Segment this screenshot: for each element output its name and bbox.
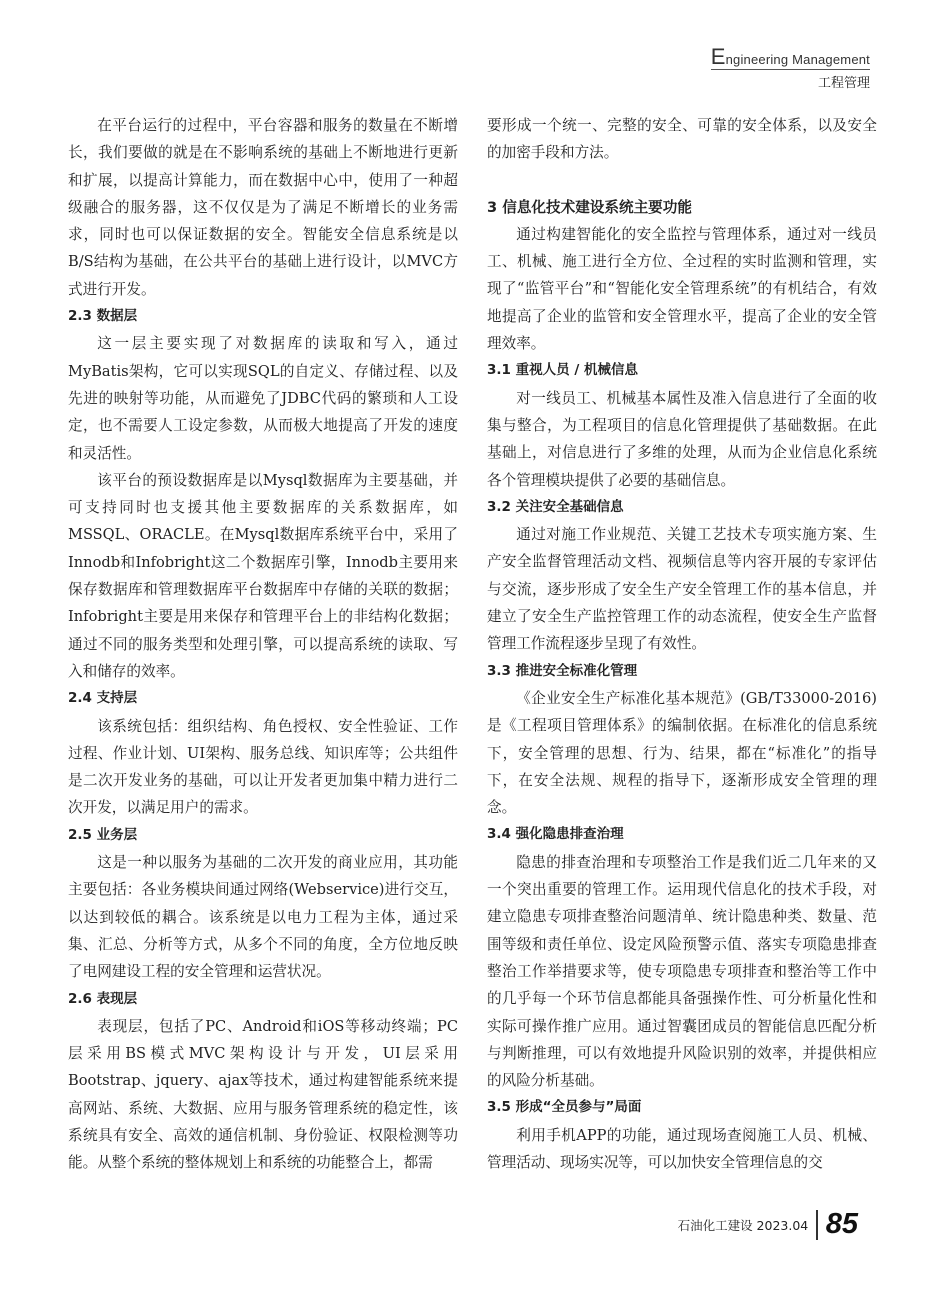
paragraph: 通过对施工作业规范、关键工艺技术专项实施方案、生产安全监督管理活动文档、视频信息等内容开展的专家评估与交流，逐步形成了安全生产安全管理工作的基本信息，并建立了安全生产监控管理工作的动态流程，使安全生产监督管理工作流程逐步呈现了有效性。 — [487, 526, 877, 653]
section-heading: 2.5 业务层 — [68, 826, 138, 843]
paragraph: 通过构建智能化的安全监控与管理体系，通过对一线员工、机械、施工进行全方位、全过程的实时监测和管理，实现了“监管平台”和“智能化安全管理系统”的有机结合，有效地提高了企业的监管和安全管理水平，提高了企业的安全管理效率。 — [487, 225, 877, 353]
chapter-heading: 3 信息化技术建设系统主要功能 — [487, 198, 692, 216]
page-number: 85 — [825, 1208, 858, 1240]
paragraph: 对一线员工、机械基本属性及准入信息进行了全面的收集与整合，为工程项目的信息化管理提供了基础数据。在此基础上，对信息进行了多维的处理，从而为企业信息化系统各个管理模块提供了必要的基础信息。 — [487, 389, 877, 489]
right-column — [487, 112, 877, 1176]
section-heading: 3.3 推进安全标准化管理 — [487, 662, 638, 679]
paragraph: 利用手机APP的功能，通过现场查阅施工人员、机械、管理活动、现场实况等，可以加快安全管理信息的交 — [487, 1126, 877, 1171]
section-heading: 2.4 支持层 — [68, 690, 138, 707]
paragraph: 该系统包括：组织结构、角色授权、安全性验证、工作过程、作业计划、UI架构、服务总线、知识库等；公共组件是二次开发业务的基础，可以让开发者更加集中精力进行二次开发，以满足用户的需求。 — [68, 717, 458, 817]
header-english-rest: ngineering Management — [725, 52, 870, 67]
paragraph: 要形成一个统一、完整的安全、可靠的安全体系，以及安全的加密手段和方法。 — [487, 117, 877, 162]
paragraph: 这一层主要实现了对数据库的读取和写入，通过MyBatis架构，它可以实现SQL的自定义、存储过程、以及先进的映射等功能，从而避免了JDBC代码的繁琐和人工设定，也不需要人工设定参数，从而极大地提高了开发的速度和灵活性。 — [68, 335, 458, 462]
paragraph: 隐患的排查治理和专项整治工作是我们近二几年来的又一个突出重要的管理工作。运用现代信息化的技术手段，对建立隐患专项排查整治问题清单、统计隐患种类、数量、范围等级和责任单位、设定风险预警示值、落实专项隐患排查整治工作举措要求等，使专项隐患专项排查和整治等工作中的几乎每一个环节信息都能具备强操作性、可分析量化性和实际可操作推广应用。通过智囊团成员的智能信息匹配分析与判断推理，可以有效地提升风险识别的效率，并提供相应的风险分析基础。 — [487, 853, 877, 1090]
section-heading: 2.6 表现层 — [68, 990, 138, 1007]
header-english — [711, 46, 870, 70]
section-heading: 3.2 关注安全基础信息 — [487, 498, 624, 515]
section-heading: 2.3 数据层 — [68, 308, 138, 325]
paragraph: 这是一种以服务为基础的二次开发的商业应用，其功能主要包括：各业务模块间通过网络(Webservice)进行交互，以达到较低的耦合。该系统是以电力工程为主体，通过采集、汇总、分析等方式，从多个不同的角度，全方位地反映了电网建设工程的安全管理和运营状况。 — [68, 854, 458, 981]
paragraph: 《企业安全生产标准化基本规范》(GB/T33000-2016)是《工程项目管理体系》的编制依据。在标准化的信息系统下，安全管理的思想、行为、结果，都在“标准化”的指导下，在安全法规、规程的指导下，逐渐形成安全管理的理念。 — [487, 689, 877, 817]
paragraph: 表现层，包括了PC、Android和iOS等移动终端；PC层采用BS模式MVC架构设计与开发，UI层采用Bootstrap、jquery、ajax等技术，通过构建智能系统来提高网站、系统、大数据、应用与服务管理系统的稳定性，该系统具有安全、高效的通信机制、身份验证、权限检测等功能。从整个系统的整体规划上和系统的功能整合上，都需 — [68, 1017, 458, 1172]
journal-name: 石油化工建设 2023.04 — [677, 1217, 809, 1233]
running-header — [711, 46, 870, 91]
section-heading: 3.1 重视人员 / 机械信息 — [487, 362, 638, 379]
page-footer — [678, 1208, 858, 1241]
header-chinese: 工程管理 — [817, 76, 870, 91]
left-column — [68, 112, 458, 1177]
paragraph: 该平台的预设数据库是以Mysql数据库为主要基础，并可支持同时也支援其他主要数据库的关系数据库，如MSSQL、ORACLE。在Mysql数据库系统平台中，采用了Innodb和Infobright这二个数据库引擎，Innodb主要用来保存数据库和管理数据库平台数据库中存储的关联的数据；Infobright主要是用来保存和管理平台上的非结构化数据；通过不同的服务类型和处理引擎，可以提高系统的读取、写入和储存的效率。 — [68, 471, 458, 680]
section-heading: 3.4 强化隐患排查治理 — [487, 826, 624, 843]
paragraph: 在平台运行的过程中，平台容器和服务的数量在不断增长，我们要做的就是在不影响系统的基础上不断地进行更新和扩展，以提高计算能力，而在数据中心中，使用了一种超级融合的服务器，这不仅仅是为了满足不断增长的业务需求，同时也可以保证数据的安全。智能安全信息系统是以B/S结构为基础，在公共平台的基础上进行设计，以MVC方式进行开发。 — [68, 117, 458, 298]
header-initial: E — [710, 44, 726, 69]
footer-divider — [816, 1210, 818, 1240]
section-heading: 3.5 形成“全员参与”局面 — [487, 1099, 642, 1116]
